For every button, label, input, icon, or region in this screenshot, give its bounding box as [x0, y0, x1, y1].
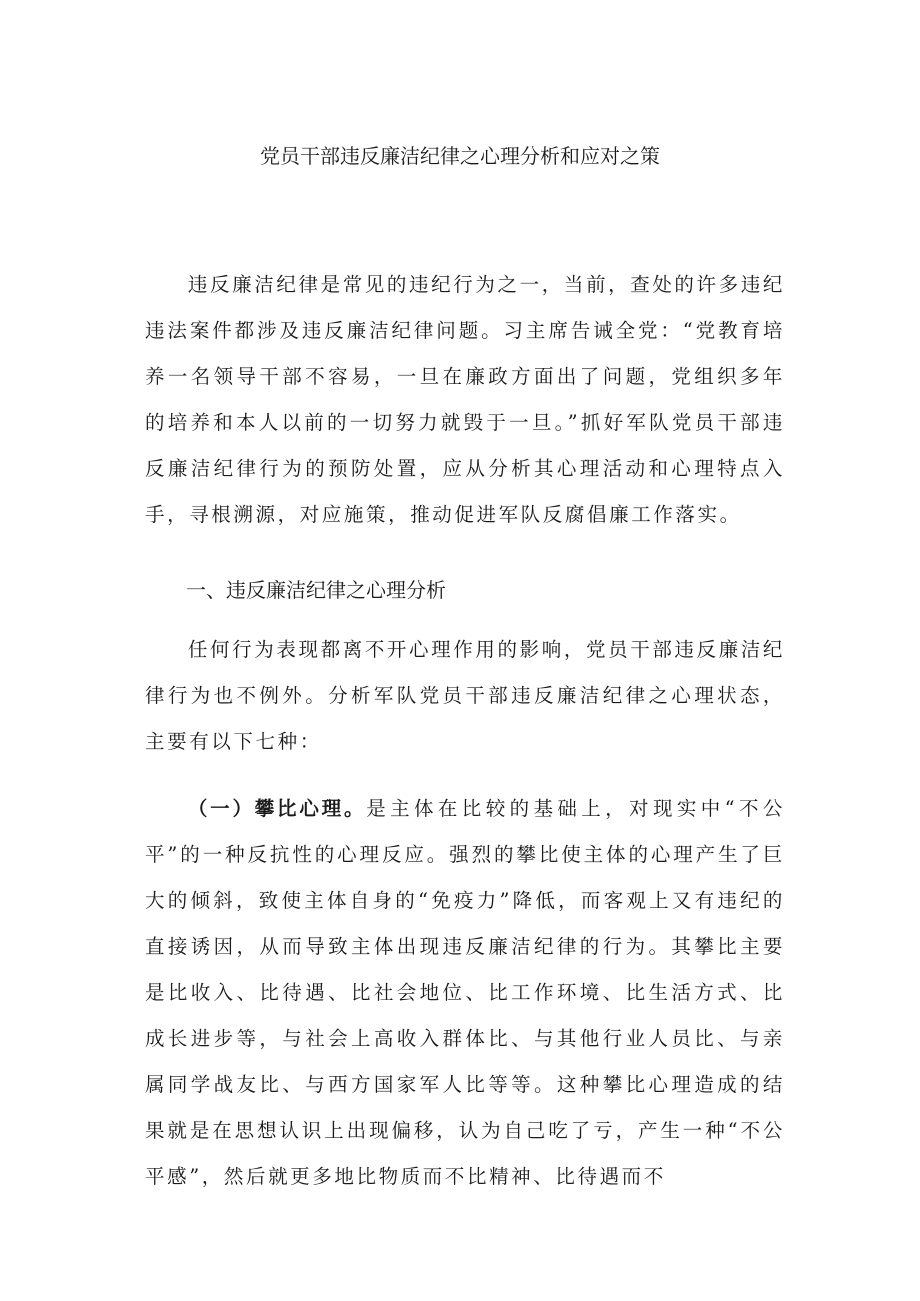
intro-paragraph: 违反廉洁纪律是常见的违纪行为之一，当前，查处的许多违纪违法案件都涉及违反廉洁纪律问题。习主席告诫全党：“党教育培养一名领导干部不容易，一旦在廉政方面出了问题，党组织多年的培养和本人以前的一切努力就毁于一旦。”抓好军队党员干部违反廉洁纪律行为的预防处置，应从分析其心理活动和心理特点入手，寻根溯源，对应施策，推动促进军队反腐倡廉工作落实。 — [145, 273, 785, 526]
subsection-lead: （一）攀比心理。 — [187, 797, 367, 820]
subsection-body: 是主体在比较的基础上，对现实中“不公平”的一种反抗性的心理反应。强烈的攀比使主体的心理产生了巨大的倾斜，致使主体自身的“免疫力”降低，而客观上又有违纪的直接诱因，从而导致主体出现违反廉洁纪律的行为。其攀比主要是比收入、比待遇、比社会地位、比工作环境、比生活方式、比成长进步等，与社会上高收入群体比、与其他行业人员比、与亲属同学战友比、与西方国家军人比等等。这种攀比心理造成的结果就是在思想认识上出现偏移，认为自己吃了亏，产生一种“不公平感”，然后就更多地比物质而不比精神、比待遇而不 — [145, 797, 785, 1188]
section-intro-paragraph: 任何行为表现都离不开心理作用的影响，党员干部违反廉洁纪律行为也不例外。分析军队党员干部违反廉洁纪律之心理状态，主要有以下七种： — [145, 638, 785, 753]
document-title: 党员干部违反廉洁纪律之心理分析和应对之策 — [260, 144, 660, 168]
subsection-paragraph — [145, 786, 785, 1200]
section-heading: 一、违反廉洁纪律之心理分析 — [186, 578, 446, 602]
